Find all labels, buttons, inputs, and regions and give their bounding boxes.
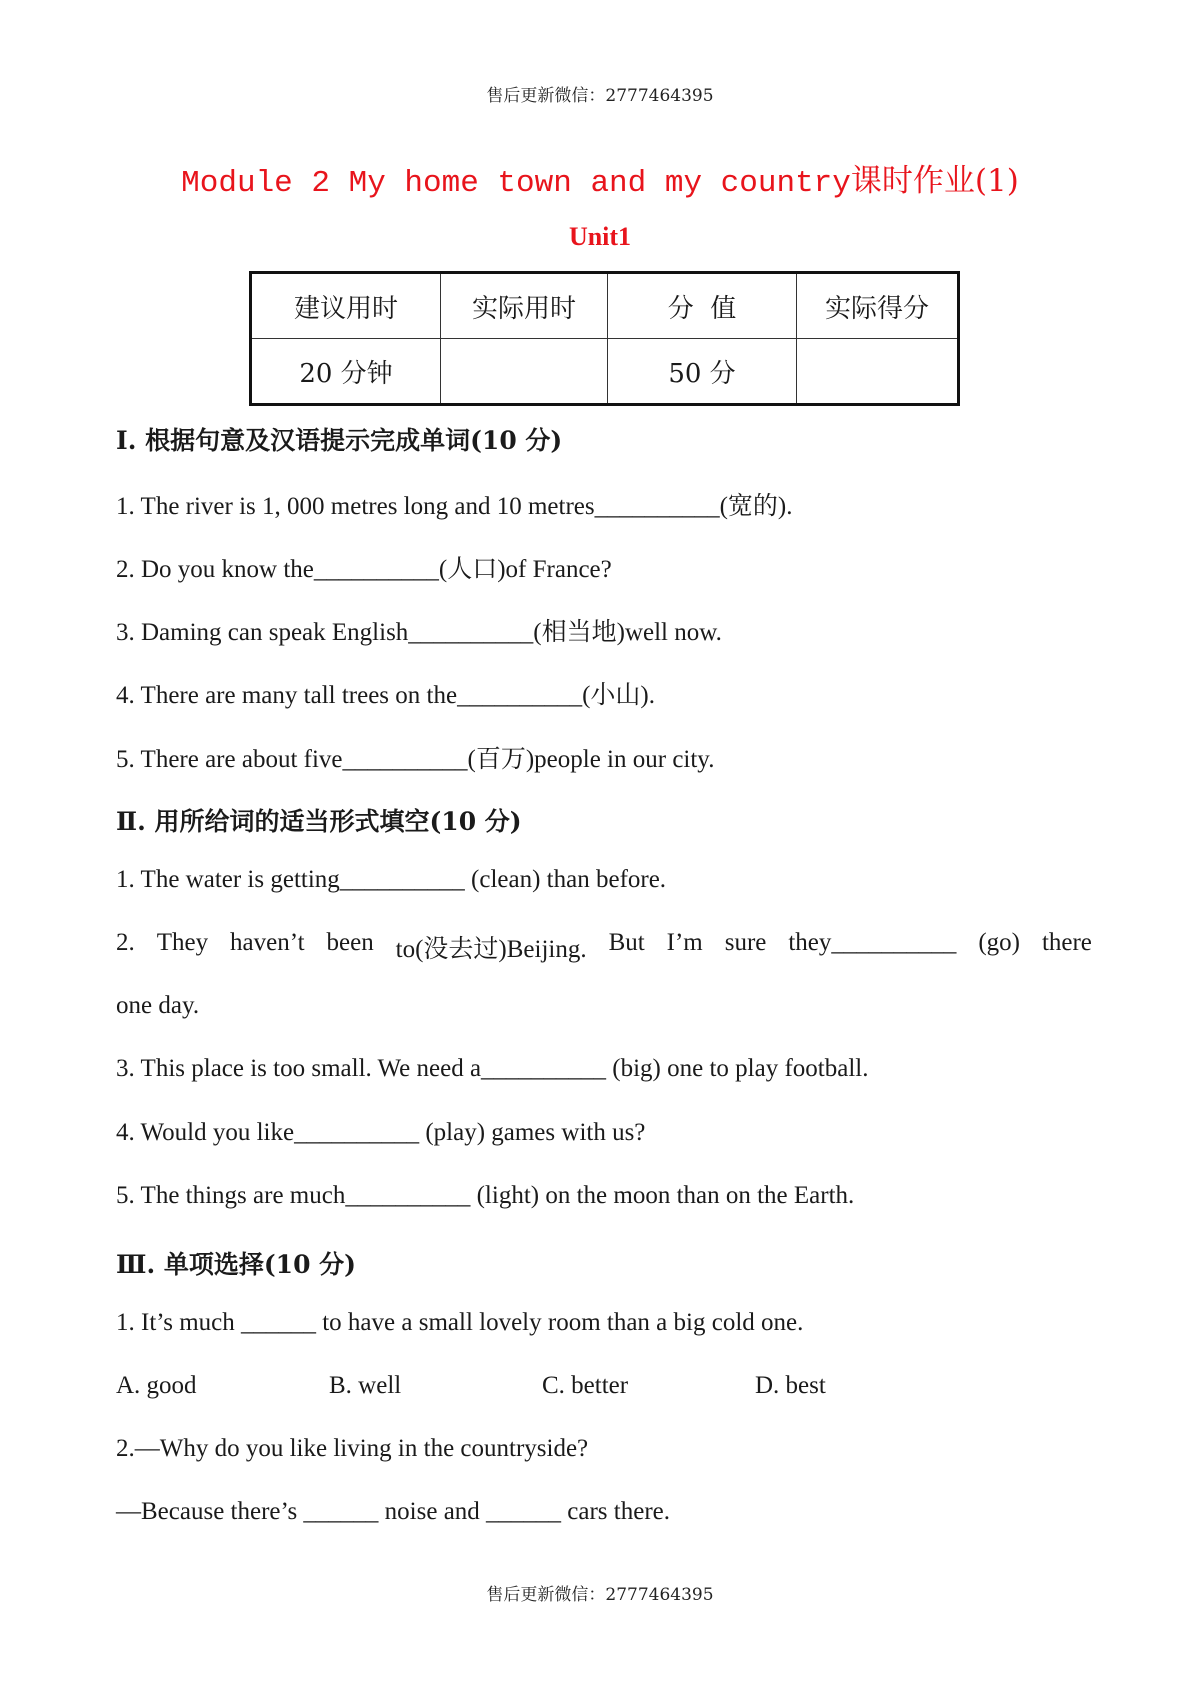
section2-item-5: 5. The things are much__________ (light) on the moon than on the Earth. — [116, 1182, 855, 1209]
title-chinese: 课时作业(1) — [850, 163, 1019, 199]
word: sure — [724, 929, 767, 956]
section1-item-5: 5. There are about five__________(百万)people in our city. — [116, 746, 715, 773]
word: (go) — [978, 929, 1020, 956]
option-d: D. best — [755, 1372, 826, 1399]
value-actual-time[interactable] — [441, 339, 608, 405]
score-table-header-row — [251, 273, 959, 339]
option-a: A. good — [116, 1372, 197, 1399]
page-header: 售后更新微信：2777464395 — [486, 86, 714, 106]
section1-item-4: 4. There are many tall trees on the__________(小山). — [116, 682, 655, 709]
section3-question-2-line1: 2.—Why do you like living in the countryside? — [116, 1435, 589, 1462]
section3-heading: Ⅲ. 单项选择(10 分) — [116, 1250, 357, 1279]
word: 2. — [116, 929, 135, 956]
option-b: B. well — [329, 1372, 402, 1399]
word: haven’t — [230, 929, 305, 956]
word: they__________ — [788, 929, 957, 956]
value-suggested-time: 20 分钟 — [251, 339, 441, 405]
section2-item-2-cont: one day. — [116, 992, 200, 1019]
header-suggested-time: 建议用时 — [251, 273, 441, 339]
page-footer: 售后更新微信：2777464395 — [486, 1585, 714, 1605]
word: I’m — [666, 929, 703, 956]
score-table — [249, 271, 960, 406]
section2-heading: Ⅱ. 用所给词的适当形式填空(10 分) — [116, 807, 522, 836]
section3-question-2-line2: —Because there’s ______ noise and ______ cars there. — [116, 1498, 671, 1525]
section2-item-4: 4. Would you like__________ (play) games with us? — [116, 1119, 646, 1146]
header-actual-score: 实际得分 — [797, 273, 959, 339]
title-english: Module 2 My home town and my country — [181, 166, 851, 201]
section2-item-2 — [116, 929, 1092, 965]
header-actual-time: 实际用时 — [441, 273, 608, 339]
value-score: 50 分 — [608, 339, 797, 405]
section1-heading: Ⅰ. 根据句意及汉语提示完成单词(10 分) — [116, 426, 563, 455]
unit-subtitle: Unit1 — [568, 222, 632, 251]
value-actual-score[interactable] — [797, 339, 959, 405]
word: been — [326, 929, 374, 956]
section1-item-1: 1. The river is 1, 000 metres long and 10 metres__________(宽的). — [116, 493, 793, 520]
section3-question-1: 1. It’s much ______ to have a small lovely room than a big cold one. — [116, 1309, 804, 1336]
page-title — [0, 155, 1200, 201]
score-table-value-row — [251, 339, 959, 405]
word: to(没去过)Beijing. — [395, 936, 587, 963]
section1-item-2: 2. Do you know the__________(人口)of France? — [116, 556, 612, 583]
section2-item-3: 3. This place is too small. We need a__________ (big) one to play football. — [116, 1055, 869, 1082]
word: They — [156, 929, 209, 956]
section1-item-3: 3. Daming can speak English__________(相当地)well now. — [116, 619, 722, 646]
word: there — [1041, 929, 1092, 956]
option-c: C. better — [542, 1372, 629, 1399]
header-score-value: 分 值 — [608, 273, 797, 339]
section2-item-1: 1. The water is getting__________ (clean) than before. — [116, 866, 667, 893]
word: But — [608, 929, 645, 956]
